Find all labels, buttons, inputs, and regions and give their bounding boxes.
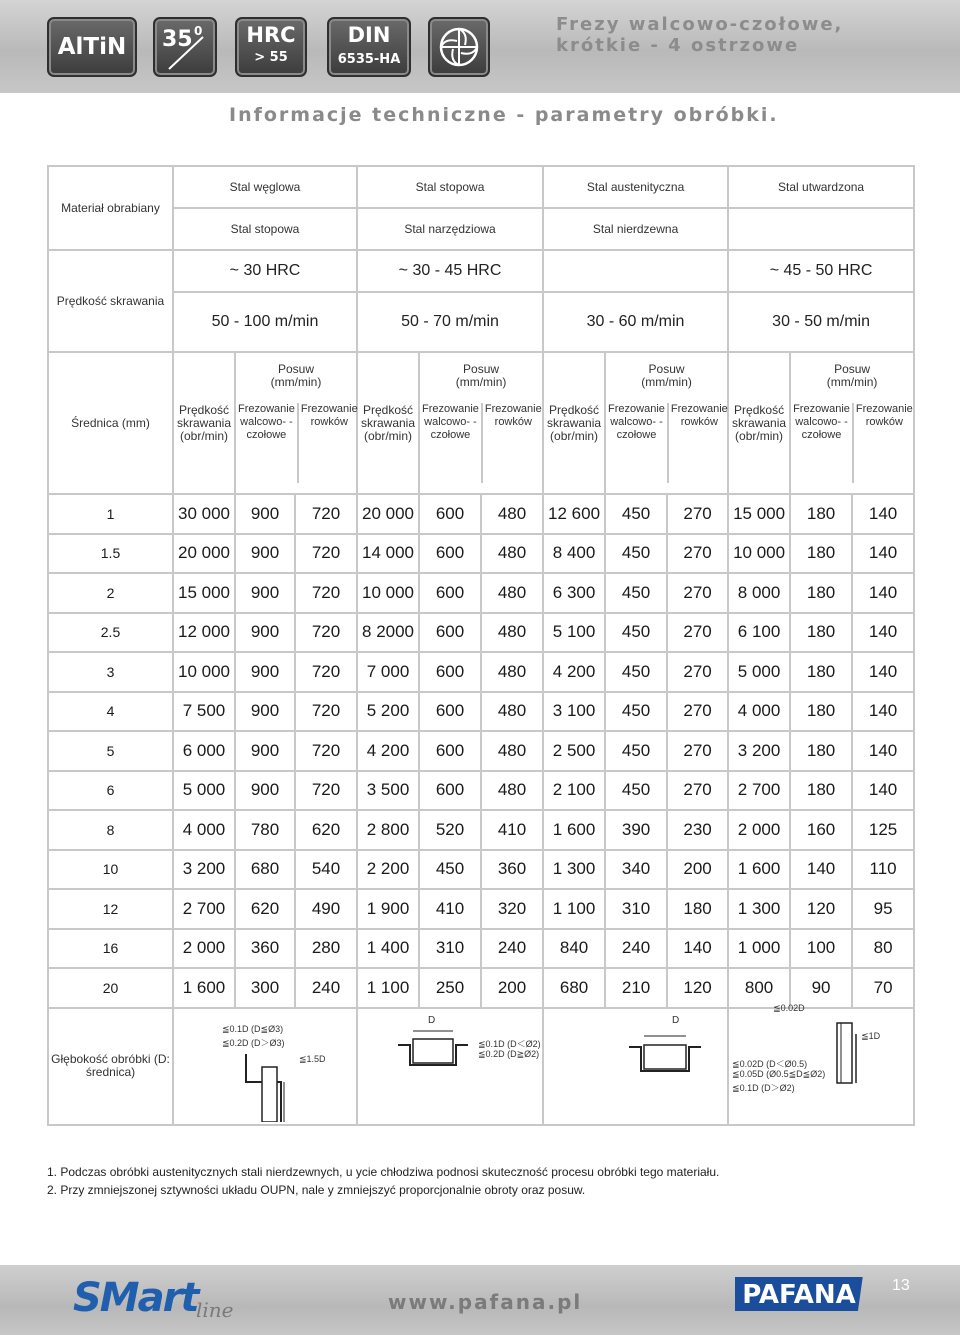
- value-cell: 360: [481, 850, 543, 890]
- face-milling-header: Frezowanie walcowo- -czołowe: [238, 403, 295, 441]
- value-cell: 270: [667, 652, 728, 692]
- value-cell: 3 500: [357, 771, 419, 811]
- table-row: [48, 613, 914, 653]
- value-cell: 70: [852, 968, 914, 1008]
- value-cell: 6 300: [543, 573, 605, 613]
- hrc-empty: [543, 250, 728, 292]
- table-row: [48, 652, 914, 692]
- face-milling-header: Frezowanie walcowo- -czołowe: [793, 403, 850, 441]
- value-cell: 720: [295, 731, 357, 771]
- value-cell: 180: [790, 652, 852, 692]
- material-hardened-steel: Stal utwardzona: [728, 166, 914, 208]
- angle-degree: 0: [194, 24, 203, 38]
- value-cell: 320: [481, 889, 543, 929]
- depth-b2: ≦0.2D (D≧Ø2): [478, 1048, 540, 1059]
- pafana-logo-text: PAFANA: [742, 1280, 856, 1310]
- value-cell: 270: [667, 771, 728, 811]
- material-stainless-steel: Stal nierdzewna: [543, 208, 728, 250]
- header-bar: [0, 0, 960, 93]
- depth-d2: ≦1D: [861, 1030, 881, 1041]
- four-flute-icon: [428, 17, 490, 77]
- depth-c1: ≦0.02D (D＜Ø0.5): [732, 1058, 808, 1069]
- hrc-number: 55: [269, 50, 288, 65]
- value-cell: 280: [295, 929, 357, 969]
- value-cell: 140: [790, 850, 852, 890]
- value-cell: 20 000: [357, 494, 419, 534]
- diameter-cell: 20: [48, 968, 173, 1008]
- table-row: [48, 850, 914, 890]
- table-row: [48, 692, 914, 732]
- rpm-header: Prędkość skrawania (obr/min): [728, 352, 790, 494]
- value-cell: 240: [295, 968, 357, 1008]
- value-cell: 5 000: [173, 771, 235, 811]
- greater-than-symbol: >: [254, 50, 266, 65]
- diameter-cell: 10: [48, 850, 173, 890]
- value-cell: 8 400: [543, 534, 605, 574]
- angle-value: 35: [162, 27, 193, 52]
- value-cell: 410: [481, 810, 543, 850]
- material-alloy-steel: Stal stopowa: [357, 166, 543, 208]
- value-cell: 800: [728, 968, 790, 1008]
- value-cell: 12 600: [543, 494, 605, 534]
- value-cell: 600: [419, 692, 481, 732]
- slot-milling-header: Frezowanie rowków: [667, 403, 730, 483]
- value-cell: 450: [605, 613, 667, 653]
- value-cell: 1 100: [357, 968, 419, 1008]
- value-cell: 180: [790, 613, 852, 653]
- value-cell: 95: [852, 889, 914, 929]
- website-link[interactable]: www.pafana.pl: [388, 1290, 583, 1314]
- material-row-2: [48, 208, 914, 250]
- speed-row: [48, 292, 914, 352]
- value-cell: 480: [481, 534, 543, 574]
- hrc-45-50: ~ 45 - 50 HRC: [728, 250, 914, 292]
- value-cell: 2 800: [357, 810, 419, 850]
- value-cell: 310: [419, 929, 481, 969]
- value-cell: 180: [790, 494, 852, 534]
- product-title-line2: krótkie - 4 ostrzowe: [556, 35, 800, 56]
- value-cell: 30 000: [173, 494, 235, 534]
- depth-a2: ≦0.2D (D＞Ø3): [222, 1037, 285, 1048]
- depth-diagram-shallow-slot: [543, 1008, 826, 1125]
- value-cell: 720: [295, 771, 357, 811]
- value-cell: 270: [667, 692, 728, 732]
- value-cell: 480: [481, 573, 543, 613]
- value-cell: 780: [235, 810, 295, 850]
- value-cell: 10 000: [173, 652, 235, 692]
- value-cell: 4 200: [357, 731, 419, 771]
- value-cell: 480: [481, 652, 543, 692]
- depth-a3: ≦1.5D: [299, 1053, 326, 1064]
- value-cell: 900: [235, 534, 295, 574]
- value-cell: 10 000: [728, 534, 790, 574]
- value-cell: 2 100: [543, 771, 605, 811]
- value-cell: 180: [790, 534, 852, 574]
- value-cell: 600: [419, 613, 481, 653]
- value-cell: 160: [790, 810, 852, 850]
- slot-milling-header: Frezowanie rowków: [297, 403, 360, 483]
- hardness-row: [48, 250, 914, 292]
- cutting-parameters-table: [47, 165, 915, 1126]
- value-cell: 7 500: [173, 692, 235, 732]
- diameter-cell: 1.5: [48, 534, 173, 574]
- value-cell: 240: [481, 929, 543, 969]
- product-title-line1: Frezy walcowo-czołowe,: [556, 14, 844, 35]
- value-cell: 140: [667, 929, 728, 969]
- value-cell: 720: [295, 573, 357, 613]
- feed-title: Posuw (mm/min): [826, 362, 878, 389]
- value-cell: 140: [852, 534, 914, 574]
- value-cell: 5 000: [728, 652, 790, 692]
- value-cell: 240: [605, 929, 667, 969]
- value-cell: 180: [790, 731, 852, 771]
- table-row: [48, 889, 914, 929]
- value-cell: 600: [419, 494, 481, 534]
- value-cell: 1 100: [543, 889, 605, 929]
- value-cell: 15 000: [728, 494, 790, 534]
- value-cell: 90: [790, 968, 852, 1008]
- material-tool-steel: Stal narzędziowa: [357, 208, 543, 250]
- value-cell: 120: [667, 968, 728, 1008]
- value-cell: 600: [419, 731, 481, 771]
- value-cell: 180: [790, 771, 852, 811]
- pafana-logo: [735, 1275, 867, 1313]
- diameter-cell: 5: [48, 731, 173, 771]
- table-row: [48, 573, 914, 613]
- value-cell: 540: [295, 850, 357, 890]
- value-cell: 14 000: [357, 534, 419, 574]
- value-cell: 270: [667, 731, 728, 771]
- value-cell: 200: [667, 850, 728, 890]
- value-cell: 2 700: [728, 771, 790, 811]
- value-cell: 80: [852, 929, 914, 969]
- hrc-badge: [235, 17, 307, 77]
- value-cell: 15 000: [173, 573, 235, 613]
- value-cell: 8 2000: [357, 613, 419, 653]
- note-1: 1. Podczas obróbki austenitycznych stali nierdzewnych, u ycie chłodziwa podnosi skuteczność procesu obróbki tego materiału.: [47, 1165, 720, 1179]
- rpm-header: Prędkość skrawania (obr/min): [357, 352, 419, 494]
- footer-bar: [0, 1265, 960, 1335]
- value-cell: 1 300: [728, 889, 790, 929]
- value-cell: 100: [790, 929, 852, 969]
- value-cell: 600: [419, 534, 481, 574]
- value-cell: 2 000: [173, 929, 235, 969]
- diameter-cell: 2: [48, 573, 173, 613]
- slotting-diagram: [358, 1009, 544, 1122]
- value-cell: 1 600: [728, 850, 790, 890]
- value-cell: 600: [419, 652, 481, 692]
- value-cell: 210: [605, 968, 667, 1008]
- value-cell: 2 000: [728, 810, 790, 850]
- depth-diagram-side-milling: [173, 1008, 357, 1125]
- material-alloy-steel-2: Stal stopowa: [173, 208, 357, 250]
- depth-a1: ≦0.1D (D≦Ø3): [222, 1023, 284, 1034]
- value-cell: 250: [419, 968, 481, 1008]
- value-cell: 140: [852, 573, 914, 613]
- value-cell: 720: [295, 534, 357, 574]
- value-cell: 5 200: [357, 692, 419, 732]
- table-row: [48, 810, 914, 850]
- feed-title: Posuw (mm/min): [270, 362, 322, 389]
- depth-c2: ≦0.05D (Ø0.5≦D≦Ø2): [732, 1068, 826, 1079]
- value-cell: 840: [543, 929, 605, 969]
- value-cell: 490: [295, 889, 357, 929]
- value-cell: 140: [852, 613, 914, 653]
- hrc-label: HRC: [246, 23, 296, 47]
- value-cell: 450: [605, 573, 667, 613]
- value-cell: 450: [605, 771, 667, 811]
- table-row: [48, 731, 914, 771]
- depth-d1: ≦0.02D: [773, 1002, 805, 1013]
- feed-title: Posuw (mm/min): [641, 362, 692, 389]
- value-cell: 360: [235, 929, 295, 969]
- value-cell: 180: [790, 692, 852, 732]
- value-cell: 3 200: [728, 731, 790, 771]
- page-number: 13: [892, 1277, 910, 1294]
- value-cell: 140: [852, 692, 914, 732]
- end-mill-cross-section-icon: [430, 19, 488, 75]
- value-cell: 300: [235, 968, 295, 1008]
- altin-coating-badge: [47, 17, 137, 77]
- depth-c3: ≦0.1D (D＞Ø2): [732, 1082, 795, 1093]
- value-cell: 12 000: [173, 613, 235, 653]
- depth-row: [48, 1008, 914, 1125]
- value-cell: 720: [295, 652, 357, 692]
- value-cell: 6 100: [728, 613, 790, 653]
- rpm-header: Prędkość skrawania (obr/min): [173, 352, 235, 494]
- note-2: 2. Przy zmniejszonej sztywności układu OUPN, nale y zmniejszyć proporcjonalnie obroty oraz posuw.: [47, 1183, 586, 1197]
- diameter-cell: 6: [48, 771, 173, 811]
- value-cell: 110: [852, 850, 914, 890]
- value-cell: 1 600: [543, 810, 605, 850]
- material-label: Materiał obrabiany: [48, 166, 173, 250]
- value-cell: 4 200: [543, 652, 605, 692]
- value-cell: 680: [543, 968, 605, 1008]
- value-cell: 480: [481, 692, 543, 732]
- value-cell: 5 100: [543, 613, 605, 653]
- diameter-cell: 2.5: [48, 613, 173, 653]
- speed-4: 30 - 50 m/min: [728, 292, 914, 352]
- speed-label: Prędkość skrawania: [48, 250, 173, 352]
- table-row: [48, 494, 914, 534]
- value-cell: 1 400: [357, 929, 419, 969]
- value-cell: 480: [481, 494, 543, 534]
- depth-b1: ≦0.1D (D＜Ø2): [478, 1038, 541, 1049]
- page-subtitle: Informacje techniczne - parametry obróbki.: [229, 104, 779, 126]
- slot-milling-header: Frezowanie rowków: [481, 403, 544, 483]
- din-label: DIN: [347, 23, 391, 47]
- value-cell: 520: [419, 810, 481, 850]
- value-cell: 180: [667, 889, 728, 929]
- value-cell: 620: [295, 810, 357, 850]
- column-header-row: [48, 352, 914, 494]
- value-cell: 2 500: [543, 731, 605, 771]
- value-cell: 900: [235, 494, 295, 534]
- value-cell: 270: [667, 613, 728, 653]
- value-cell: 720: [295, 613, 357, 653]
- din-number: 6535-HA: [337, 52, 401, 67]
- slot-milling-header: Frezowanie rowków: [852, 403, 915, 483]
- depth-diagram-finishing: [728, 1002, 914, 1125]
- value-cell: 10 000: [357, 573, 419, 613]
- speed-1: 50 - 100 m/min: [173, 292, 357, 352]
- value-cell: 3 200: [173, 850, 235, 890]
- value-cell: 120: [790, 889, 852, 929]
- value-cell: 230: [667, 810, 728, 850]
- feed-header: [419, 352, 543, 494]
- value-cell: 450: [605, 652, 667, 692]
- material-austenitic-steel: Stal austenityczna: [543, 166, 728, 208]
- depth-b-d: D: [428, 1014, 436, 1026]
- diameter-cell: 3: [48, 652, 173, 692]
- value-cell: 270: [667, 573, 728, 613]
- diameter-cell: 8: [48, 810, 173, 850]
- value-cell: 720: [295, 494, 357, 534]
- value-cell: 1 600: [173, 968, 235, 1008]
- value-cell: 2 200: [357, 850, 419, 890]
- value-cell: 310: [605, 889, 667, 929]
- value-cell: 900: [235, 573, 295, 613]
- value-cell: 200: [481, 968, 543, 1008]
- diameter-cell: 4: [48, 692, 173, 732]
- depth-c-d: D: [672, 1014, 680, 1026]
- value-cell: 140: [852, 652, 914, 692]
- speed-2: 50 - 70 m/min: [357, 292, 543, 352]
- diameter-header: Średnica (mm): [48, 352, 173, 494]
- hrc-30: ~ 30 HRC: [173, 250, 357, 292]
- value-cell: 600: [419, 771, 481, 811]
- value-cell: 450: [605, 494, 667, 534]
- value-cell: 140: [852, 731, 914, 771]
- depth-diagram-slotting: [357, 1008, 543, 1125]
- value-cell: 20 000: [173, 534, 235, 574]
- depth-label: Głębokość obróbki (D: średnica): [48, 1008, 173, 1125]
- material-empty: [728, 208, 914, 250]
- value-cell: 900: [235, 731, 295, 771]
- table-row: [48, 929, 914, 969]
- value-cell: 450: [605, 731, 667, 771]
- value-cell: 450: [419, 850, 481, 890]
- table-row: [48, 771, 914, 811]
- altin-label: AlTiN: [57, 34, 127, 60]
- value-cell: 900: [235, 771, 295, 811]
- value-cell: 140: [852, 494, 914, 534]
- speed-3: 30 - 60 m/min: [543, 292, 728, 352]
- diameter-cell: 16: [48, 929, 173, 969]
- smart-line-logo: SMart: [73, 1275, 198, 1321]
- footnotes: [47, 1163, 719, 1199]
- value-cell: 680: [235, 850, 295, 890]
- value-cell: 7 000: [357, 652, 419, 692]
- value-cell: 125: [852, 810, 914, 850]
- value-cell: 480: [481, 613, 543, 653]
- value-cell: 4 000: [173, 810, 235, 850]
- shallow-slot-diagram: [544, 1009, 729, 1122]
- smart-line-subtext: line: [196, 1298, 234, 1322]
- table-row: [48, 534, 914, 574]
- finishing-diagram: [729, 1009, 915, 1122]
- product-title: [556, 14, 856, 56]
- helix-angle-badge: [153, 17, 217, 77]
- value-cell: 2 700: [173, 889, 235, 929]
- helix-line-icon: [155, 19, 215, 75]
- value-cell: 450: [605, 692, 667, 732]
- diameter-cell: 12: [48, 889, 173, 929]
- value-cell: 6 000: [173, 731, 235, 771]
- value-cell: 8 000: [728, 573, 790, 613]
- value-cell: 340: [605, 850, 667, 890]
- face-milling-header: Frezowanie walcowo- -czołowe: [608, 403, 665, 441]
- feed-header: [790, 352, 914, 494]
- hrc-value: [237, 50, 305, 65]
- value-cell: 180: [790, 573, 852, 613]
- hrc-30-45: ~ 30 - 45 HRC: [357, 250, 543, 292]
- value-cell: 900: [235, 652, 295, 692]
- value-cell: 1 300: [543, 850, 605, 890]
- value-cell: 4 000: [728, 692, 790, 732]
- feed-header: [605, 352, 728, 494]
- value-cell: 270: [667, 494, 728, 534]
- value-cell: 600: [419, 573, 481, 613]
- feed-header: [235, 352, 357, 494]
- value-cell: 620: [235, 889, 295, 929]
- value-cell: 410: [419, 889, 481, 929]
- face-milling-header: Frezowanie walcowo- -czołowe: [422, 403, 479, 441]
- value-cell: 140: [852, 771, 914, 811]
- value-cell: 270: [667, 534, 728, 574]
- value-cell: 1 900: [357, 889, 419, 929]
- din-badge: [327, 17, 411, 77]
- value-cell: 480: [481, 731, 543, 771]
- material-carbon-steel: Stal węglowa: [173, 166, 357, 208]
- value-cell: 480: [481, 771, 543, 811]
- value-cell: 1 000: [728, 929, 790, 969]
- diameter-cell: 1: [48, 494, 173, 534]
- rpm-header: Prędkość skrawania (obr/min): [543, 352, 605, 494]
- material-row-1: [48, 166, 914, 208]
- feed-title: Posuw (mm/min): [455, 362, 507, 389]
- value-cell: 450: [605, 534, 667, 574]
- value-cell: 3 100: [543, 692, 605, 732]
- value-cell: 390: [605, 810, 667, 850]
- value-cell: 720: [295, 692, 357, 732]
- value-cell: 900: [235, 613, 295, 653]
- value-cell: 900: [235, 692, 295, 732]
